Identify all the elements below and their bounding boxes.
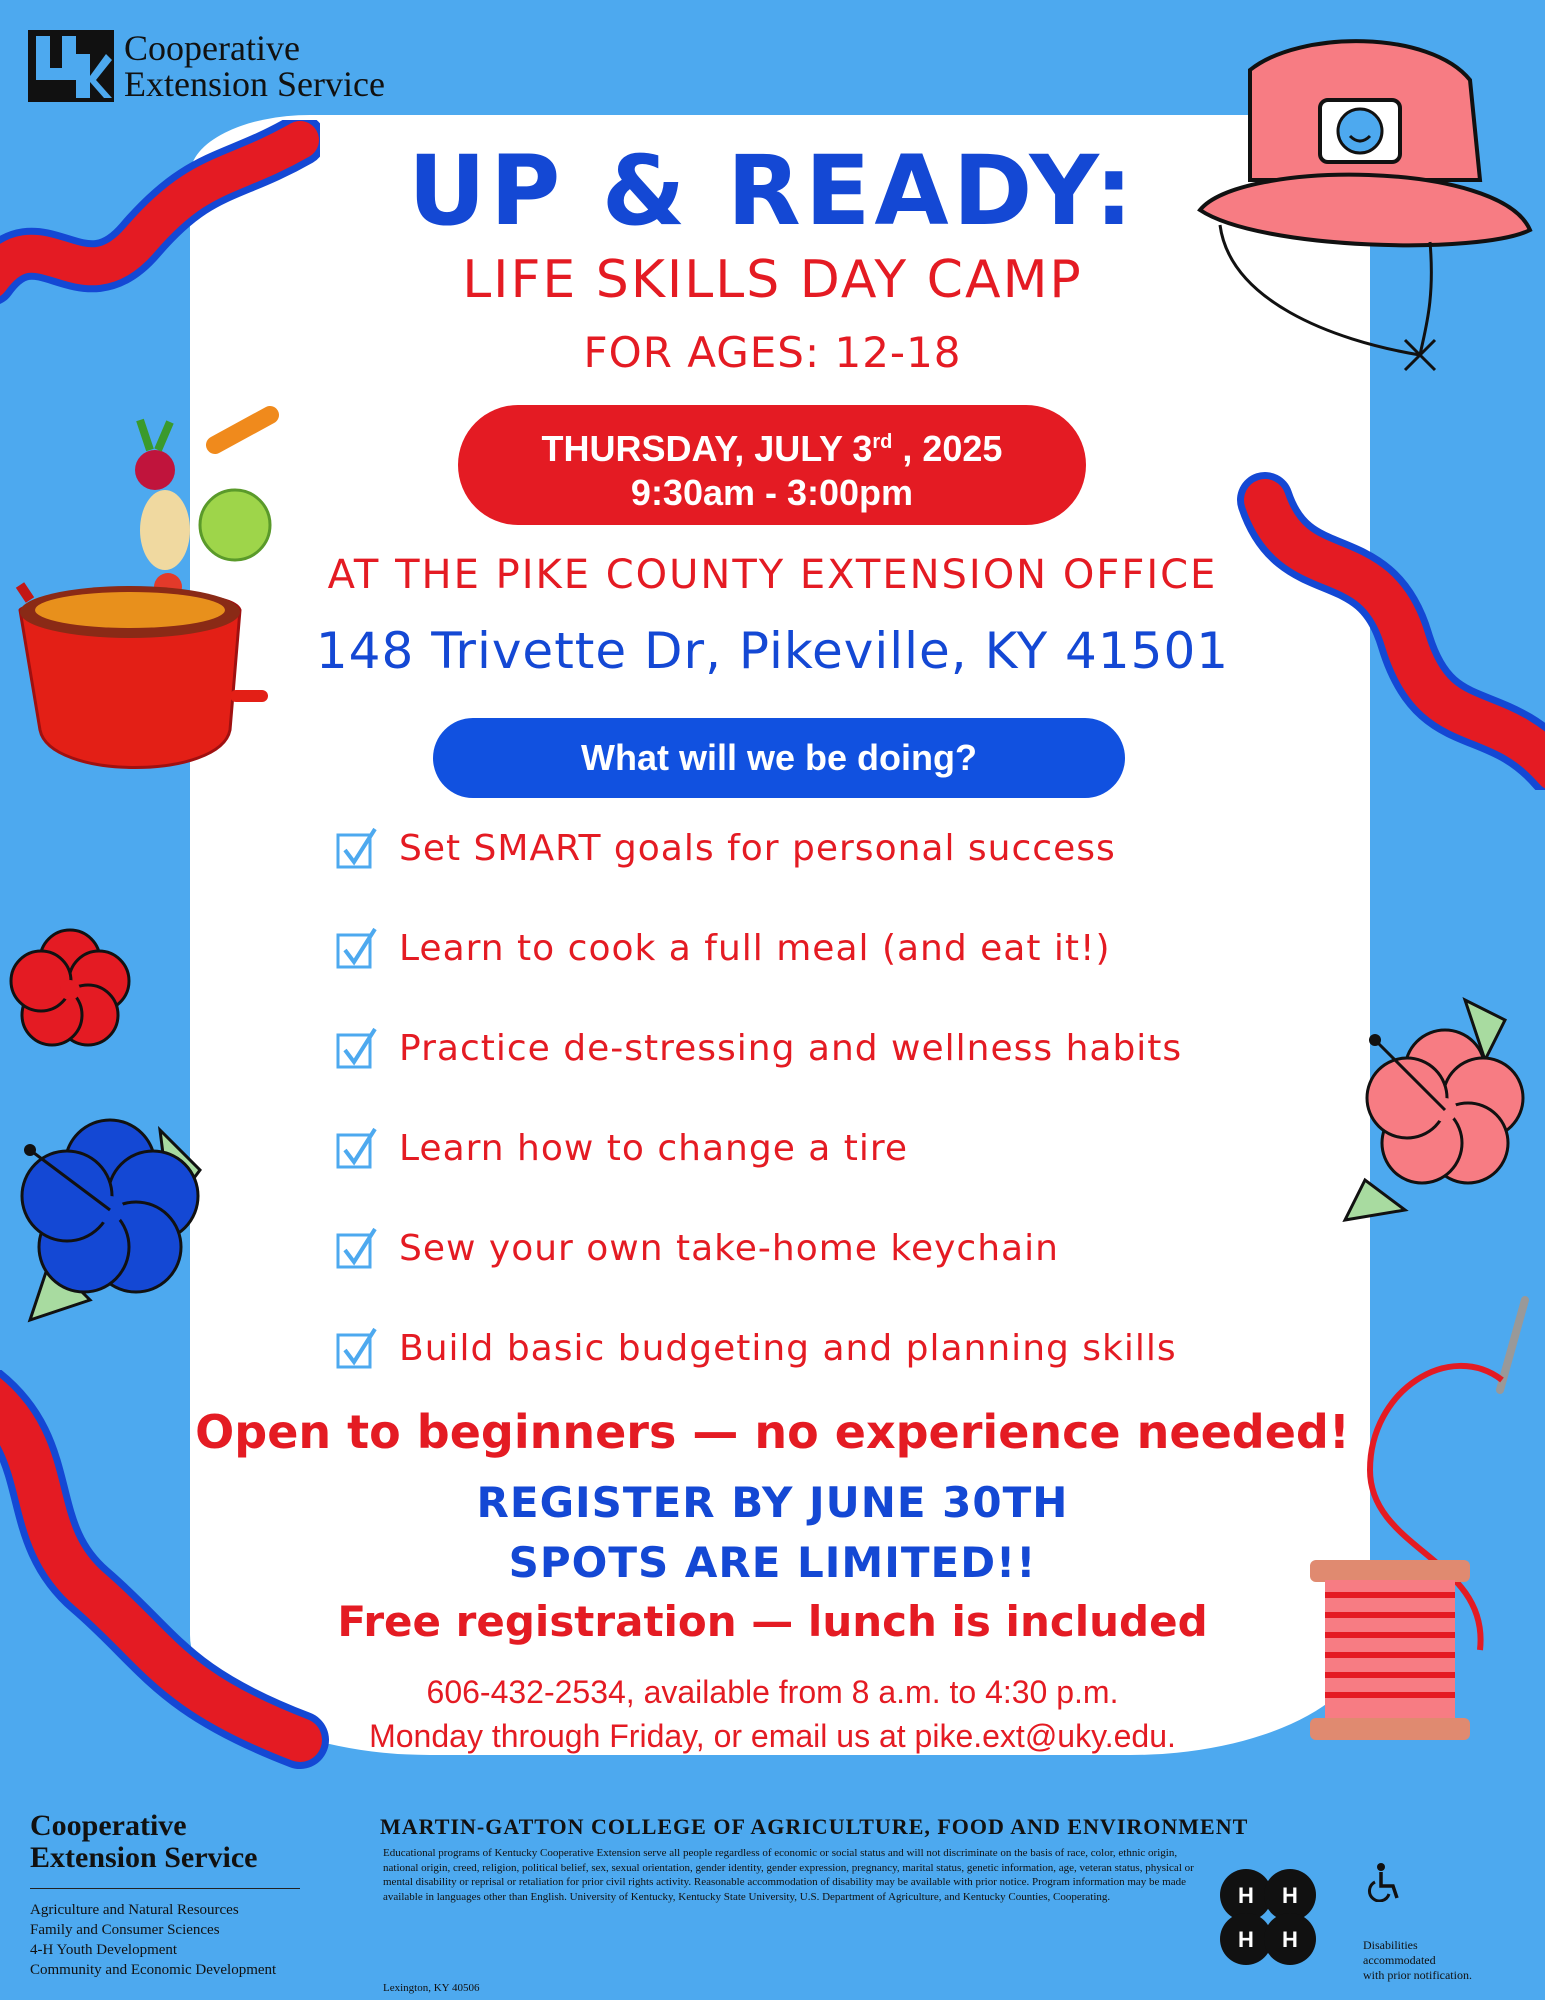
list-item <box>335 826 1116 870</box>
list-item <box>335 1026 1182 1070</box>
org-name-line1: Cooperative <box>124 28 300 68</box>
list-item <box>335 926 1111 970</box>
activity-text: Build basic budgeting and planning skills <box>399 1327 1177 1369</box>
date-prefix: THURSDAY, JULY 3 <box>541 428 873 469</box>
register-deadline: REGISTER BY JUNE 30TH <box>476 1478 1069 1527</box>
footer-city: Lexington, KY 40506 <box>383 1982 480 1994</box>
location-label: AT THE PIKE COUNTY EXTENSION OFFICE <box>327 552 1218 598</box>
free-registration-note: Free registration — lunch is included <box>337 1597 1208 1646</box>
footer-org-name <box>30 1810 257 1874</box>
activities-heading: What will we be doing? <box>433 718 1125 798</box>
activity-text: Learn how to change a tire <box>399 1127 909 1169</box>
contact-info <box>0 1670 1545 1758</box>
disability-line: Disabilities <box>1363 1938 1418 1952</box>
svg-text:H: H <box>1238 1883 1254 1908</box>
blue-flower-illustration <box>10 1090 210 1330</box>
nondiscrimination-statement: Educational programs of Kentucky Cooperative Extension serve all people regardless of economic or social status and will not discriminate on the basis of race, color, ethnic origin, national origin, creed, religion, political belief, sex, sexual orientation, gender identity, gender expression, pregnancy, marital status, genetic information, age, veteran status, physical or mental disability or reprisal or retaliation for prior civil rights activity. Reasonable accommodation of disability may be available with prior notice. Program information may be made available in languages other than English. University of Kentucky, Kentucky State University, U.S. Department of Agriculture, and Kentucky Counties, Cooperating. <box>383 1847 1194 1903</box>
footer-program-list <box>30 1900 276 1980</box>
activity-text: Set SMART goals for personal success <box>399 827 1116 869</box>
checkbox-checked-icon <box>335 926 379 970</box>
age-range: FOR AGES: 12-18 <box>583 328 962 377</box>
activity-text: Practice de-stressing and wellness habits <box>399 1027 1183 1069</box>
checkbox-checked-icon <box>335 826 379 870</box>
date-suffix-sup: rd <box>872 431 893 453</box>
extension-logo-header <box>28 30 385 102</box>
uk-logo-icon <box>28 30 114 102</box>
date-time-badge <box>458 405 1086 525</box>
event-time: 9:30am - 3:00pm <box>630 472 914 513</box>
org-name-line2: Extension Service <box>124 64 385 104</box>
event-subtitle: LIFE SKILLS DAY CAMP <box>462 250 1083 310</box>
footer-divider <box>30 1888 300 1889</box>
disability-line: with prior notification. <box>1363 1968 1472 1982</box>
program-item: Family and Consumer Sciences <box>30 1922 220 1938</box>
four-h-clover-icon <box>1213 1862 1323 1972</box>
disability-notice <box>1363 1938 1472 1983</box>
college-name: MARTIN-GATTON COLLEGE OF AGRICULTURE, FOOD AND ENVIRONMENT <box>380 1814 1249 1839</box>
checkbox-checked-icon <box>335 1326 379 1370</box>
disability-line: accommodated <box>1363 1953 1436 1967</box>
red-flower-illustration <box>0 920 140 1060</box>
activity-text: Sew your own take-home keychain <box>399 1227 1059 1269</box>
program-item: Community and Economic Development <box>30 1962 277 1978</box>
activity-text: Learn to cook a full meal (and eat it!) <box>399 927 1111 969</box>
event-title: UP & READY: <box>408 135 1137 247</box>
date-year: , 2025 <box>892 428 1003 469</box>
checkbox-checked-icon <box>335 1026 379 1070</box>
checkbox-checked-icon <box>335 1226 379 1270</box>
checkbox-checked-icon <box>335 1126 379 1170</box>
list-item <box>335 1326 1177 1370</box>
beginners-note: Open to beginners — no experience needed! <box>195 1405 1350 1459</box>
contact-phone-line: 606-432-2534, available from 8 a.m. to 4:30 p.m. <box>426 1674 1119 1710</box>
svg-text:H: H <box>1282 1883 1298 1908</box>
svg-text:H: H <box>1238 1927 1254 1952</box>
limited-spots-note: SPOTS ARE LIMITED!! <box>508 1538 1037 1587</box>
program-item: Agriculture and Natural Resources <box>30 1902 239 1918</box>
contact-email-line: Monday through Friday, or email us at pike.ext@uky.edu. <box>369 1718 1176 1754</box>
svg-text:H: H <box>1282 1927 1298 1952</box>
list-item <box>335 1226 1059 1270</box>
list-item <box>335 1126 908 1170</box>
program-item: 4-H Youth Development <box>30 1942 178 1958</box>
cooking-pot-illustration <box>0 400 290 800</box>
street-address: 148 Trivette Dr, Pikeville, KY 41501 <box>315 622 1230 680</box>
pink-flower-illustration <box>1335 990 1535 1230</box>
footer-org-line2: Extension Service <box>30 1841 258 1874</box>
accessibility-icon <box>1365 1862 1401 1902</box>
footer-org-line1: Cooperative <box>30 1809 187 1842</box>
